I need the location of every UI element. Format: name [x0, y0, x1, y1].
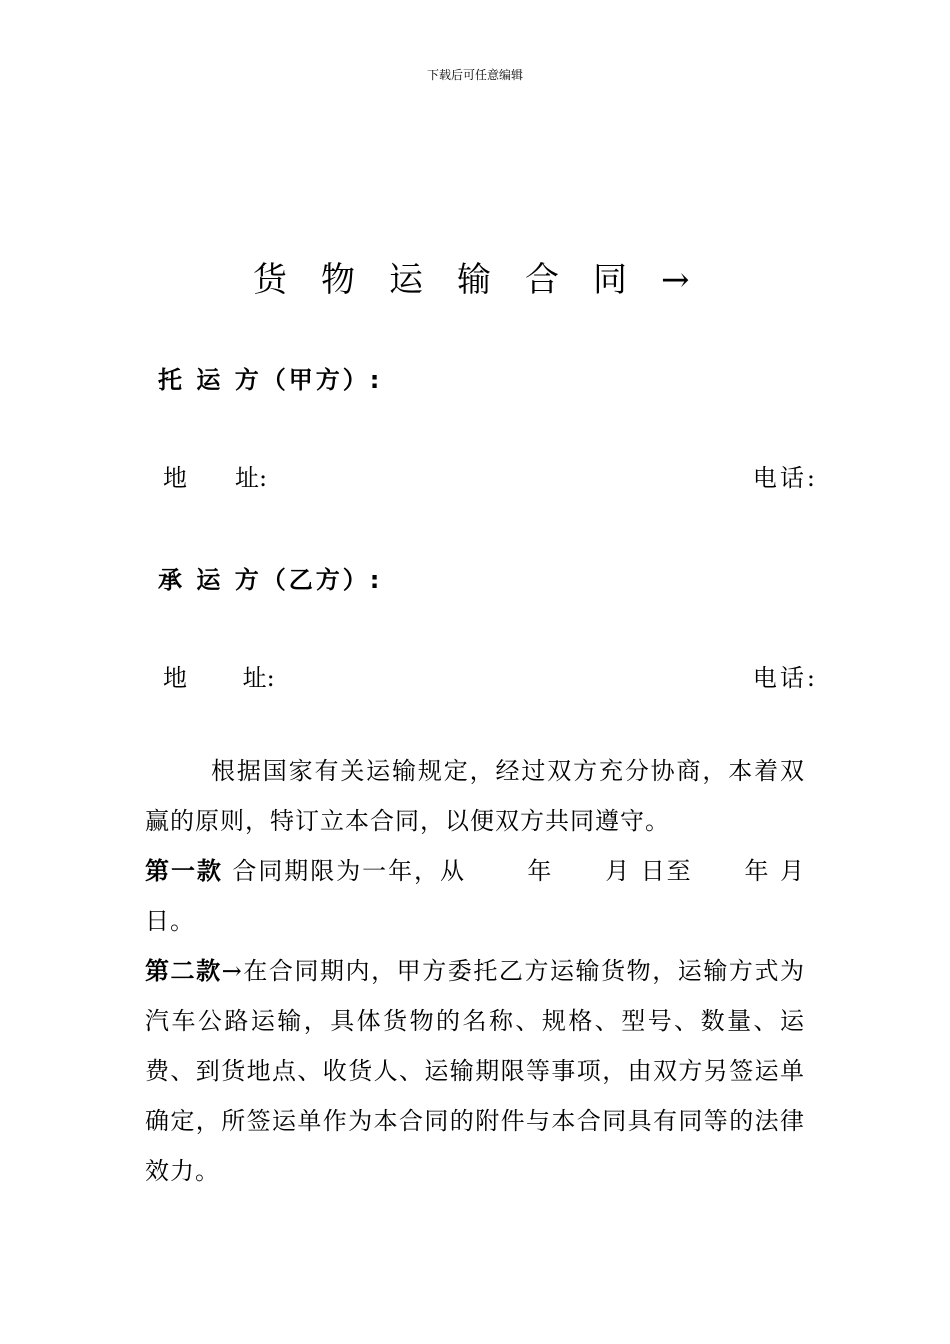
party-b-contact-row [163, 658, 818, 690]
clause-1-text: 合同期限为一年，从 年 月 日至 年 月 日。 [145, 857, 806, 935]
party-a-address-label: 地 址: [163, 464, 268, 492]
party-a-phone-label: 电话: [752, 464, 818, 492]
header-note: 下载后可任意编辑 [426, 68, 523, 82]
clause-2 [145, 946, 805, 1196]
contract-body [145, 746, 805, 1196]
clause-1-heading: 第一款 [145, 857, 223, 885]
intro-paragraph: 根据国家有关运输规定，经过双方充分协商，本着双赢的原则，特订立本合同，以便双方共同遵守。 [145, 757, 805, 835]
document-title: 货物运输合同→ [253, 260, 724, 300]
clause-2-heading: 第二款 [145, 957, 222, 985]
clause-1 [145, 846, 805, 946]
clause-2-text: →在合同期内，甲方委托乙方运输货物，运输方式为汽车公路运输，具体货物的名称、规格、型号、数量、运费、到货地点、收货人、运输期限等事项，由双方另签运单确定，所签运单作为本合同的附件与本合同具有同等的法律效力。 [145, 957, 806, 1185]
party-a-label: 托 运 方（甲方）: [158, 366, 383, 394]
party-b-phone-label: 电话: [752, 664, 818, 692]
party-a-contact-row [163, 458, 818, 490]
party-b-address-label: 地 址: [163, 664, 275, 692]
party-b-label: 承 运 方（乙方）: [158, 566, 383, 594]
